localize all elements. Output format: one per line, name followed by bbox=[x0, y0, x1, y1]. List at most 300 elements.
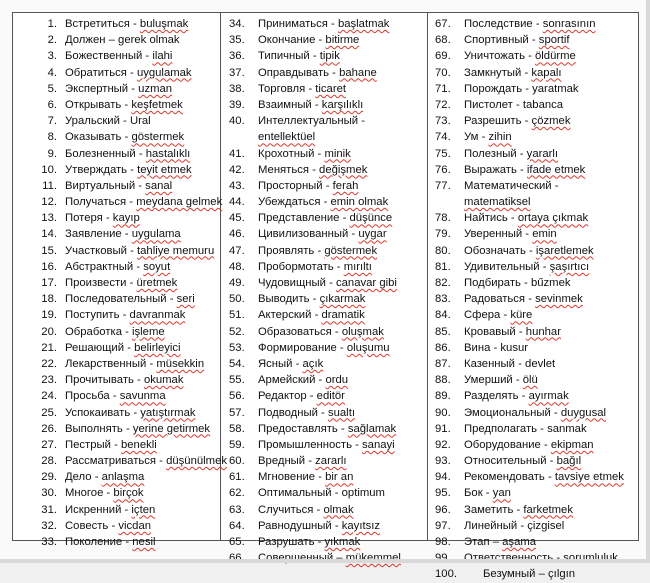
turkish-translation: sanmak bbox=[547, 422, 587, 435]
russian-word: Безумный – bbox=[483, 568, 549, 581]
vocab-entry bbox=[229, 307, 429, 323]
entry-number: 51. bbox=[229, 309, 245, 322]
vocab-entry bbox=[229, 437, 429, 453]
entry-number: 71. bbox=[435, 82, 451, 95]
vocab-entry bbox=[23, 485, 228, 501]
turkish-translation: okumak bbox=[143, 374, 184, 387]
turkish-translation: sanal bbox=[145, 179, 173, 192]
entry-number: 10. bbox=[41, 163, 57, 176]
russian-word: Казенный - bbox=[464, 357, 526, 370]
entry-number: 79. bbox=[435, 228, 451, 241]
vocab-entry bbox=[229, 534, 429, 550]
russian-word: Крохотный - bbox=[258, 147, 325, 160]
turkish-translation: keşfetmek bbox=[131, 98, 183, 111]
entry-number: 44. bbox=[229, 196, 245, 209]
russian-word: Удивительный - bbox=[464, 260, 550, 273]
entry-number: 68. bbox=[435, 34, 451, 47]
entry-number: 58. bbox=[229, 422, 245, 435]
page-shadow-bottom bbox=[0, 559, 650, 563]
vocab-entry bbox=[23, 340, 228, 356]
russian-word: Этап – bbox=[464, 536, 503, 548]
vocab-entry bbox=[435, 485, 638, 501]
vocab-entry bbox=[435, 259, 638, 275]
turkish-translation: hastalıklı bbox=[145, 147, 191, 160]
vocab-entry bbox=[435, 307, 638, 323]
entry-number: 20. bbox=[41, 325, 57, 338]
vocab-entry bbox=[229, 405, 429, 421]
turkish-translation: göstermek bbox=[324, 244, 378, 257]
russian-word: Типичный - bbox=[258, 50, 320, 63]
vocab-entry bbox=[229, 275, 429, 291]
russian-word: Найтись - bbox=[464, 212, 518, 225]
russian-word: Разрешить - bbox=[464, 115, 532, 128]
russian-word: Радоваться - bbox=[464, 293, 536, 306]
russian-word: Цивилизованный - bbox=[258, 228, 359, 241]
russian-word: Ум - bbox=[464, 131, 489, 144]
russian-word: Многое - bbox=[65, 487, 114, 500]
vocab-entry bbox=[23, 178, 228, 194]
entry-number: 24. bbox=[41, 390, 57, 403]
russian-word: Приниматься - bbox=[258, 18, 338, 30]
entry-number: 88. bbox=[435, 374, 451, 387]
vocab-entry bbox=[23, 243, 228, 259]
entry-number: 26. bbox=[41, 422, 57, 435]
entry-number: 27. bbox=[41, 438, 57, 451]
turkish-translation: devlet bbox=[525, 357, 556, 370]
vocab-entry bbox=[229, 469, 429, 485]
vocab-entry bbox=[229, 178, 429, 194]
vocab-entry bbox=[229, 485, 429, 501]
entry-number: 38. bbox=[229, 82, 245, 95]
russian-word: Абстрактный - bbox=[65, 260, 144, 273]
entry-number: 31. bbox=[41, 503, 57, 516]
vocab-entry bbox=[229, 356, 429, 372]
entry-number: 92. bbox=[435, 438, 451, 451]
turkish-translation: ölü bbox=[522, 374, 538, 387]
russian-word: Кровавый - bbox=[464, 325, 526, 338]
vocab-entry bbox=[23, 453, 228, 469]
entry-number: 97. bbox=[435, 519, 451, 532]
russian-word: Предоставлять - bbox=[258, 422, 348, 435]
turkish-translation: bűzmek bbox=[530, 277, 571, 289]
turkish-translation: kapalı bbox=[531, 66, 562, 79]
entry-number: 61. bbox=[229, 471, 245, 484]
turkish-translation: açık bbox=[302, 357, 324, 370]
turkish-translation: davranmak bbox=[129, 309, 186, 322]
russian-word: Проявлять - bbox=[258, 244, 325, 257]
vocab-entry bbox=[23, 324, 228, 340]
vocab-entry bbox=[435, 32, 638, 48]
turkish-translation: nesil bbox=[132, 536, 156, 548]
entry-number: 5. bbox=[47, 82, 57, 95]
russian-word: Произвести - bbox=[65, 277, 137, 289]
russian-word: Участковый - bbox=[65, 244, 137, 257]
turkish-translation: meydana gelmek bbox=[136, 196, 223, 209]
vocab-entry bbox=[23, 162, 228, 178]
vocab-entry bbox=[23, 97, 228, 113]
turkish-translation: kusur bbox=[500, 341, 529, 354]
turkish-translation: emin bbox=[532, 228, 557, 241]
vocab-entry bbox=[23, 259, 228, 275]
vocab-entry bbox=[229, 340, 429, 356]
vocab-entry bbox=[23, 437, 228, 453]
entry-number: 94. bbox=[435, 471, 451, 484]
turkish-translation: müsekkin bbox=[156, 357, 205, 370]
russian-word: Подбирать - bbox=[464, 277, 531, 289]
russian-word: Вина - bbox=[464, 341, 501, 354]
turkish-translation: oluşumu bbox=[346, 341, 390, 354]
turkish-translation: ayırmak bbox=[528, 390, 569, 403]
turkish-translation: olmak bbox=[323, 503, 354, 516]
vocab-entry bbox=[229, 502, 429, 518]
turkish-translation: gerek olmak bbox=[118, 34, 180, 47]
entry-number: 4. bbox=[47, 66, 57, 79]
turkish-translation: tabanca bbox=[522, 98, 564, 111]
russian-word: Актерский - bbox=[258, 309, 322, 322]
entry-number: 13. bbox=[41, 212, 57, 225]
page-shadow-right bbox=[646, 0, 650, 563]
entry-number: 81. bbox=[435, 260, 451, 273]
turkish-translation: ferah bbox=[332, 179, 359, 192]
vocab-entry bbox=[435, 388, 638, 404]
vocab-entry bbox=[23, 81, 228, 97]
russian-word: Линейный - bbox=[464, 519, 528, 532]
vocab-entry bbox=[229, 16, 429, 32]
vocab-entry bbox=[435, 534, 638, 550]
russian-word: Последствие - bbox=[464, 18, 543, 30]
entry-number: 60. bbox=[229, 455, 245, 468]
russian-word: Мгновение - bbox=[258, 471, 326, 484]
vocab-entry bbox=[435, 421, 638, 437]
entry-number: 63. bbox=[229, 503, 245, 516]
turkish-translation: düşünülmek bbox=[166, 455, 228, 468]
russian-word: Обработка - bbox=[65, 325, 133, 338]
russian-word: Разделять - bbox=[464, 390, 529, 403]
russian-word: Последовательный - bbox=[65, 293, 177, 306]
entry-number: 12. bbox=[41, 196, 57, 209]
vocab-entry bbox=[435, 324, 638, 340]
entry-number: 46. bbox=[229, 228, 245, 241]
vocab-entry bbox=[229, 453, 429, 469]
vocab-entry bbox=[435, 437, 638, 453]
russian-word: Умерший - bbox=[464, 374, 523, 387]
russian-word: Выполнять - bbox=[65, 422, 133, 435]
russian-word: Рекомендовать - bbox=[464, 471, 555, 484]
turkish-translation: yan bbox=[492, 487, 511, 500]
russian-word: Заметить - bbox=[464, 503, 524, 516]
vocab-entry bbox=[435, 226, 638, 242]
russian-word: Лекарственный - bbox=[65, 357, 157, 370]
turkish-translation: işaretlemek bbox=[535, 244, 594, 257]
entry-number: 95. bbox=[435, 487, 451, 500]
turkish-translation: ortaya çıkmak bbox=[517, 212, 589, 225]
russian-word: Армейский - bbox=[258, 374, 326, 387]
entry-number: 53. bbox=[229, 341, 245, 354]
vocabulary-column-1 bbox=[23, 16, 228, 550]
turkish-translation: şaşırtıcı bbox=[549, 260, 590, 273]
vocab-entry bbox=[435, 81, 638, 97]
russian-word: Уральский - bbox=[65, 115, 130, 128]
entry-number: 35. bbox=[229, 34, 245, 47]
entry-number: 16. bbox=[41, 260, 57, 273]
vocab-entry bbox=[435, 162, 638, 178]
vocab-entry bbox=[229, 210, 429, 226]
entry-number: 55. bbox=[229, 374, 245, 387]
entry-number: 41. bbox=[229, 147, 245, 160]
russian-word: Получаться - bbox=[65, 196, 137, 209]
vocab-entry bbox=[23, 356, 228, 372]
entry-number: 36. bbox=[229, 50, 245, 63]
vocab-entry bbox=[435, 405, 638, 421]
turkish-translation: bahane bbox=[339, 66, 377, 79]
vocab-entry bbox=[435, 356, 638, 372]
vocab-entry bbox=[229, 421, 429, 437]
vocab-entry bbox=[229, 32, 429, 48]
entry-number: 84. bbox=[435, 309, 451, 322]
turkish-translation: buluşmak bbox=[139, 18, 189, 30]
vocab-entry bbox=[229, 97, 429, 113]
turkish-translation: zihin bbox=[488, 131, 512, 144]
russian-word: Окончание - bbox=[258, 34, 326, 47]
turkish-translation: dramatik bbox=[321, 309, 365, 322]
entry-number: 50. bbox=[229, 293, 245, 306]
entry-number: 11. bbox=[42, 179, 57, 192]
entry-number: 3. bbox=[47, 50, 57, 63]
russian-word: Вредный - bbox=[258, 455, 316, 468]
turkish-translation: ifade etmek bbox=[526, 163, 586, 176]
russian-word: Поступить - bbox=[65, 309, 130, 322]
turkish-translation: küre bbox=[510, 309, 533, 322]
vocab-entry bbox=[23, 194, 228, 210]
entry-number: 23. bbox=[41, 374, 57, 387]
turkish-translation: kayıtsız bbox=[341, 519, 381, 532]
turkish-translation: duygusal bbox=[560, 406, 607, 419]
russian-word: Бок - bbox=[464, 487, 493, 500]
entry-number: 78. bbox=[435, 212, 451, 225]
russian-word: Выводить - bbox=[258, 293, 320, 306]
turkish-translation: anlaşma bbox=[101, 471, 145, 484]
vocab-entry bbox=[229, 194, 429, 210]
vocabulary-column-2 bbox=[229, 16, 429, 566]
entry-number: 28. bbox=[41, 455, 57, 468]
russian-word: Обратиться - bbox=[65, 66, 137, 79]
vocab-entry bbox=[229, 243, 429, 259]
turkish-translation: sonrasının bbox=[542, 18, 596, 30]
vocab-entry bbox=[23, 32, 228, 48]
entry-number: 74. bbox=[435, 131, 451, 144]
entry-number: 70. bbox=[435, 66, 451, 79]
entry-number: 87. bbox=[435, 357, 451, 370]
turkish-translation: karşılıklı bbox=[321, 98, 364, 111]
russian-word: Разрушать - bbox=[258, 536, 325, 548]
russian-word: Порождать - bbox=[464, 82, 533, 95]
vocab-entry bbox=[23, 65, 228, 81]
vocab-entry bbox=[23, 307, 228, 323]
entry-number: 25. bbox=[41, 406, 57, 419]
vocab-entry bbox=[435, 502, 638, 518]
russian-word: Искренний - bbox=[65, 503, 132, 516]
entry-number: 14. bbox=[41, 228, 57, 241]
vocab-entry bbox=[435, 146, 638, 162]
russian-word: Пробормотать - bbox=[258, 260, 344, 273]
vocab-entry bbox=[229, 226, 429, 242]
russian-word: Божественный - bbox=[65, 50, 153, 63]
entry-number: 86. bbox=[435, 341, 451, 354]
entry-number: 52. bbox=[229, 325, 245, 338]
turkish-translation: yaratmak bbox=[532, 82, 579, 95]
russian-word: Пестрый - bbox=[65, 438, 121, 451]
turkish-translation: çizgisel bbox=[527, 519, 565, 532]
vocab-entry bbox=[229, 372, 429, 388]
vocab-entry bbox=[435, 518, 638, 534]
russian-word: Спортивный - bbox=[464, 34, 539, 47]
entry-number: 100. bbox=[435, 568, 457, 581]
turkish-translation: bağıl bbox=[556, 455, 582, 468]
russian-word: Экспертный - bbox=[65, 82, 139, 95]
turkish-translation: belirleyici bbox=[134, 341, 181, 354]
russian-word: Заявление - bbox=[65, 228, 132, 241]
vocab-entry bbox=[435, 48, 638, 64]
entry-number: 19. bbox=[41, 309, 57, 322]
russian-word: Просьба - bbox=[65, 390, 120, 403]
turkish-translation: yatıştırmak bbox=[140, 406, 196, 419]
russian-word: Виртуальный - bbox=[65, 179, 146, 192]
vocab-entry bbox=[229, 65, 429, 81]
turkish-translation: birçok bbox=[113, 487, 144, 500]
turkish-translation: tahliye memuru bbox=[137, 244, 215, 257]
russian-word: Должен – bbox=[65, 34, 119, 47]
russian-word: Оптимальный - bbox=[258, 487, 342, 500]
vocab-entry bbox=[435, 372, 638, 388]
turkish-translation: kayıp bbox=[112, 212, 140, 225]
entry-number: 32. bbox=[41, 519, 57, 532]
entry-number: 2. bbox=[47, 34, 57, 47]
russian-word: Оборудование - bbox=[464, 438, 551, 451]
russian-word: Совесть - bbox=[65, 519, 119, 532]
turkish-translation: benekli bbox=[120, 438, 157, 451]
vocab-entry bbox=[435, 340, 638, 356]
turkish-translation: uzman bbox=[138, 82, 173, 95]
vocab-entry bbox=[229, 324, 429, 340]
vocab-entry bbox=[229, 48, 429, 64]
russian-word: Рассматриваться - bbox=[65, 455, 167, 468]
turkish-translation: çıkarmak bbox=[319, 293, 366, 306]
turkish-translation: öldürme bbox=[535, 50, 576, 63]
russian-word: Оказывать - bbox=[65, 131, 132, 144]
vocab-entry bbox=[23, 421, 228, 437]
vocab-entry bbox=[23, 210, 228, 226]
vocab-entry bbox=[23, 502, 228, 518]
vocab-entry bbox=[23, 226, 228, 242]
turkish-translation: savunma bbox=[119, 390, 166, 403]
vocab-entry bbox=[23, 372, 228, 388]
turkish-translation: yerine getirmek bbox=[132, 422, 211, 435]
russian-word: Открывать - bbox=[65, 98, 132, 111]
vocab-entry bbox=[435, 113, 638, 129]
turkish-translation: editör bbox=[316, 390, 345, 403]
vocab-entry bbox=[435, 65, 638, 81]
turkish-translation: sağlamak bbox=[347, 422, 397, 435]
turkish-translation: matematiksel bbox=[464, 196, 531, 209]
entry-number: 39. bbox=[229, 98, 245, 111]
entry-number: 40. bbox=[229, 115, 245, 128]
vocab-entry bbox=[435, 243, 638, 259]
vocab-entry bbox=[229, 81, 429, 97]
turkish-translation: içten bbox=[131, 503, 156, 516]
entry-number: 17. bbox=[41, 277, 57, 289]
entry-number: 18. bbox=[41, 293, 57, 306]
russian-word: Утверждать - bbox=[65, 163, 138, 176]
turkish-translation: başlatmak bbox=[337, 18, 390, 30]
vocab-entry-continuation bbox=[229, 129, 429, 145]
vocab-entry bbox=[435, 453, 638, 469]
entry-number: 62. bbox=[229, 487, 245, 500]
turkish-translation: değişmek bbox=[319, 163, 368, 176]
vocab-entry bbox=[229, 146, 429, 162]
entry-number: 21. bbox=[41, 341, 57, 354]
turkish-translation: hunhar bbox=[525, 325, 561, 338]
turkish-translation: Ural bbox=[129, 115, 151, 128]
entry-number: 6. bbox=[47, 98, 57, 111]
entry-number: 69. bbox=[435, 50, 451, 63]
russian-word: Эмоциональный - bbox=[464, 406, 561, 419]
entry-number: 49. bbox=[229, 277, 245, 289]
vocab-entry bbox=[435, 469, 638, 485]
russian-word: Ясный - bbox=[258, 357, 303, 370]
russian-word: Поколение - bbox=[65, 536, 133, 548]
russian-word: Оправдывать - bbox=[258, 66, 340, 79]
russian-word: Представление - bbox=[258, 212, 350, 225]
vocab-entry bbox=[435, 566, 638, 582]
russian-word: Замкнутый - bbox=[464, 66, 532, 79]
vocab-entry bbox=[229, 259, 429, 275]
vocabulary-column-3 bbox=[435, 16, 638, 583]
turkish-translation: düşünce bbox=[349, 212, 393, 225]
entry-number: 15. bbox=[41, 244, 57, 257]
turkish-translation: uygulamak bbox=[136, 66, 192, 79]
turkish-translation: ilahi bbox=[152, 50, 173, 63]
entry-number: 96. bbox=[435, 503, 451, 516]
russian-word: Интеллектуальный - bbox=[258, 115, 366, 128]
entry-number: 1. bbox=[47, 18, 57, 30]
entry-number: 57. bbox=[229, 406, 245, 419]
turkish-translation: uygulama bbox=[131, 228, 181, 241]
entry-number: 90. bbox=[435, 406, 451, 419]
russian-word: Уничтожать - bbox=[464, 50, 535, 63]
vocab-entry bbox=[229, 518, 429, 534]
turkish-translation: vicdan bbox=[118, 519, 152, 532]
entry-number: 33. bbox=[41, 536, 57, 548]
entry-number: 22. bbox=[41, 357, 57, 370]
turkish-translation: yıkmak bbox=[324, 536, 361, 548]
russian-word: Взаимный - bbox=[258, 98, 322, 111]
entry-number: 89. bbox=[435, 390, 451, 403]
russian-word: Предполагать - bbox=[464, 422, 548, 435]
entry-number: 67. bbox=[435, 18, 451, 30]
vocab-entry bbox=[435, 178, 638, 194]
russian-word: Убеждаться - bbox=[258, 196, 331, 209]
vocab-entry bbox=[23, 518, 228, 534]
russian-word: Редактор - bbox=[258, 390, 317, 403]
entry-number: 54. bbox=[229, 357, 245, 370]
entry-number: 72. bbox=[435, 98, 451, 111]
entry-number: 29. bbox=[41, 471, 57, 484]
turkish-translation: minik bbox=[324, 147, 351, 160]
turkish-translation: ticaret bbox=[315, 82, 346, 95]
entry-number: 77. bbox=[435, 179, 451, 192]
entry-number: 75. bbox=[435, 147, 451, 160]
russian-word: Прочитывать - bbox=[65, 374, 144, 387]
